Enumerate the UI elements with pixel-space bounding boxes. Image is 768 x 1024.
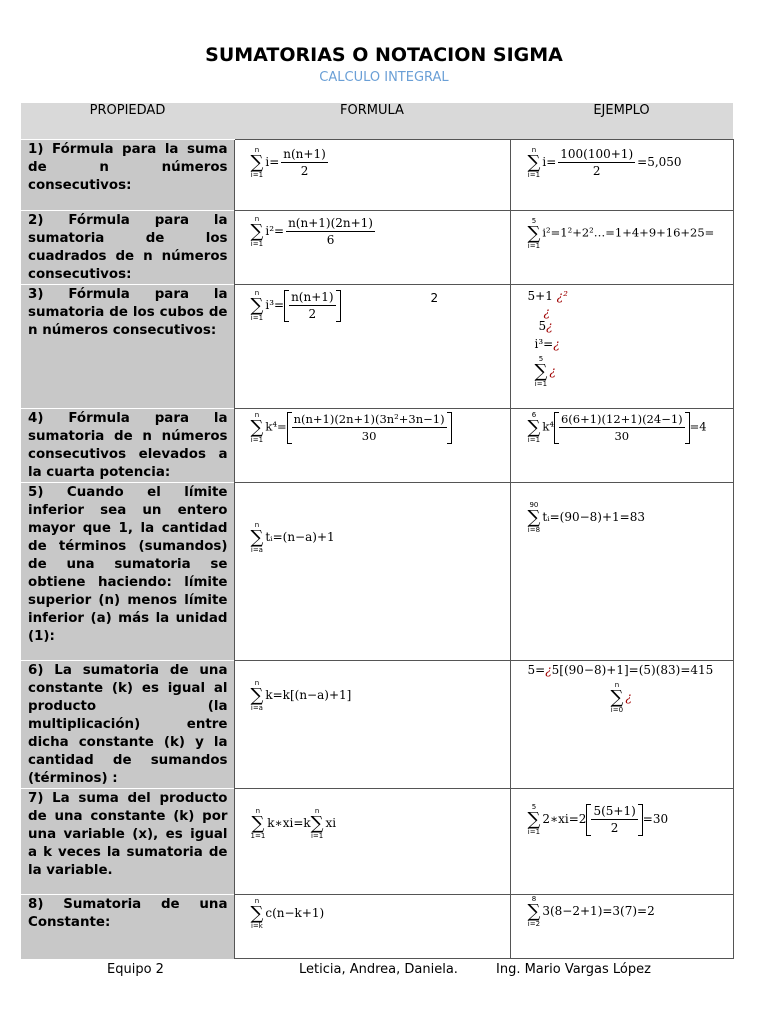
- table-row: [21, 789, 733, 895]
- formula-cell: [234, 789, 510, 895]
- formula-exponent: 2: [430, 291, 439, 305]
- formula: n ∑ i=1 i²= $\frac{n(n+1)(2n+1)}{6}$: [250, 215, 373, 248]
- example-cell: [510, 789, 733, 895]
- example-line: 5=¿5[(90−8)+1]=(5)(83)=415: [527, 663, 714, 677]
- formula: n ∑ i=k c(n−k+1): [250, 897, 325, 930]
- example-line: 5¿: [538, 319, 553, 333]
- table-row: [21, 895, 733, 959]
- table-row: [21, 483, 733, 661]
- example: 90 ∑ i=8 tᵢ=(90−8)+1=83: [527, 501, 645, 534]
- example: 6 ∑ i=1 k⁴ $\frac{6(6+1)(12+1)(24-1)}{30}$ =4: [527, 411, 707, 444]
- formula-cell: [234, 409, 510, 483]
- formula-cell: [234, 661, 510, 789]
- property-text: 5) Cuando el límite inferior sea un entero mayor que 1, la cantidad de términos (sumandos) de una sumatoria se obtiene haciendo: límite superior (n) menos límite inferior (a) más la unidad (1):: [21, 483, 234, 661]
- example-cell: [510, 285, 733, 409]
- document-title: SUMATORIAS O NOTACION SIGMA: [205, 44, 563, 66]
- table-row: [21, 409, 733, 483]
- formula: n ∑ i=1 i= $\frac{n(n+1)}{2}$: [250, 146, 326, 179]
- example-cell: [510, 140, 733, 211]
- footer-authors: Leticia, Andrea, Daniela.: [299, 962, 458, 977]
- formula-cell: [234, 895, 510, 959]
- example-cell: [510, 895, 733, 959]
- header-formula: FORMULA: [234, 103, 510, 140]
- formula: n ∑ i=1 k⁴= $\frac{\text{n(n+1)(2n+1)(3n²+3n−1)}}{30}$: [251, 411, 452, 444]
- example-cell: [510, 409, 733, 483]
- table-row: [21, 285, 733, 409]
- formula-cell: [234, 211, 510, 285]
- property-text: 6) La sumatoria de una constante (k) es igual al producto (la multiplicación) entre dicha constante (k) y la cantidad de sumandos (términos) :: [21, 661, 234, 789]
- example: 5 ∑ i=1 i²=1²+2²…=1+4+9+16+25=: [527, 217, 715, 250]
- example: n ∑ i=1 i= $\frac{100(100+1)}{2}$ =5,050: [527, 146, 682, 179]
- table-row: [21, 140, 733, 211]
- table-row: [21, 211, 733, 285]
- formula: n ∑ 1=1 k∗xi=k n ∑ i=1 xi: [250, 807, 337, 840]
- formula-cell: [234, 483, 510, 661]
- example-line: ¿: [543, 305, 550, 319]
- formula: n ∑ i=a k=k[(n−a)+1]: [250, 679, 352, 712]
- property-text: 2) Fórmula para la sumatoria de los cuadrados de n números consecutivos:: [21, 211, 234, 285]
- formula-cell: [234, 285, 510, 409]
- example-cell: [510, 661, 733, 789]
- example-cell: [510, 211, 733, 285]
- formula: n ∑ i=a tᵢ=(n−a)+1: [250, 521, 335, 554]
- property-text: 3) Fórmula para la sumatoria de los cubos de n números consecutivos:: [21, 285, 234, 409]
- sigma-properties-table: [21, 103, 734, 959]
- table-header-row: [21, 103, 733, 140]
- header-ejemplo: EJEMPLO: [510, 103, 733, 140]
- property-text: 4) Fórmula para la sumatoria de n números consecutivos elevados a la cuarta potencia:: [21, 409, 234, 483]
- property-text: 8) Sumatoria de una Constante:: [21, 895, 234, 959]
- example-line: i³=¿: [534, 337, 560, 351]
- formula-cell: [234, 140, 510, 211]
- example-line: n ∑ i=0 ¿: [610, 681, 632, 714]
- property-text: 7) La suma del producto de una constante (k) por una variable (x), es igual a k veces la sumatoria de la variable.: [21, 789, 234, 895]
- example-cell: [510, 483, 733, 661]
- property-text: 1) Fórmula para la suma de n números consecutivos:: [21, 140, 234, 211]
- header-propiedad: PROPIEDAD: [21, 103, 234, 140]
- example-line: 5+1 ¿²: [527, 289, 568, 303]
- footer-team: Equipo 2: [107, 962, 164, 977]
- example: 5 ∑ i=1 2∗xi=2 $\frac{5(5+1)}{2}$ =30: [527, 803, 669, 836]
- document-subtitle: CALCULO INTEGRAL: [319, 70, 449, 85]
- footer-professor: Ing. Mario Vargas López: [496, 962, 651, 977]
- example-line: 5 ∑ i=1 ¿: [534, 355, 556, 388]
- formula: n ∑ i=1 i³= $\frac{n(n+1)}{2}$: [251, 289, 341, 322]
- table-row: [21, 661, 733, 789]
- example: 8 ∑ i=2 3(8−2+1)=3(7)=2: [527, 895, 655, 928]
